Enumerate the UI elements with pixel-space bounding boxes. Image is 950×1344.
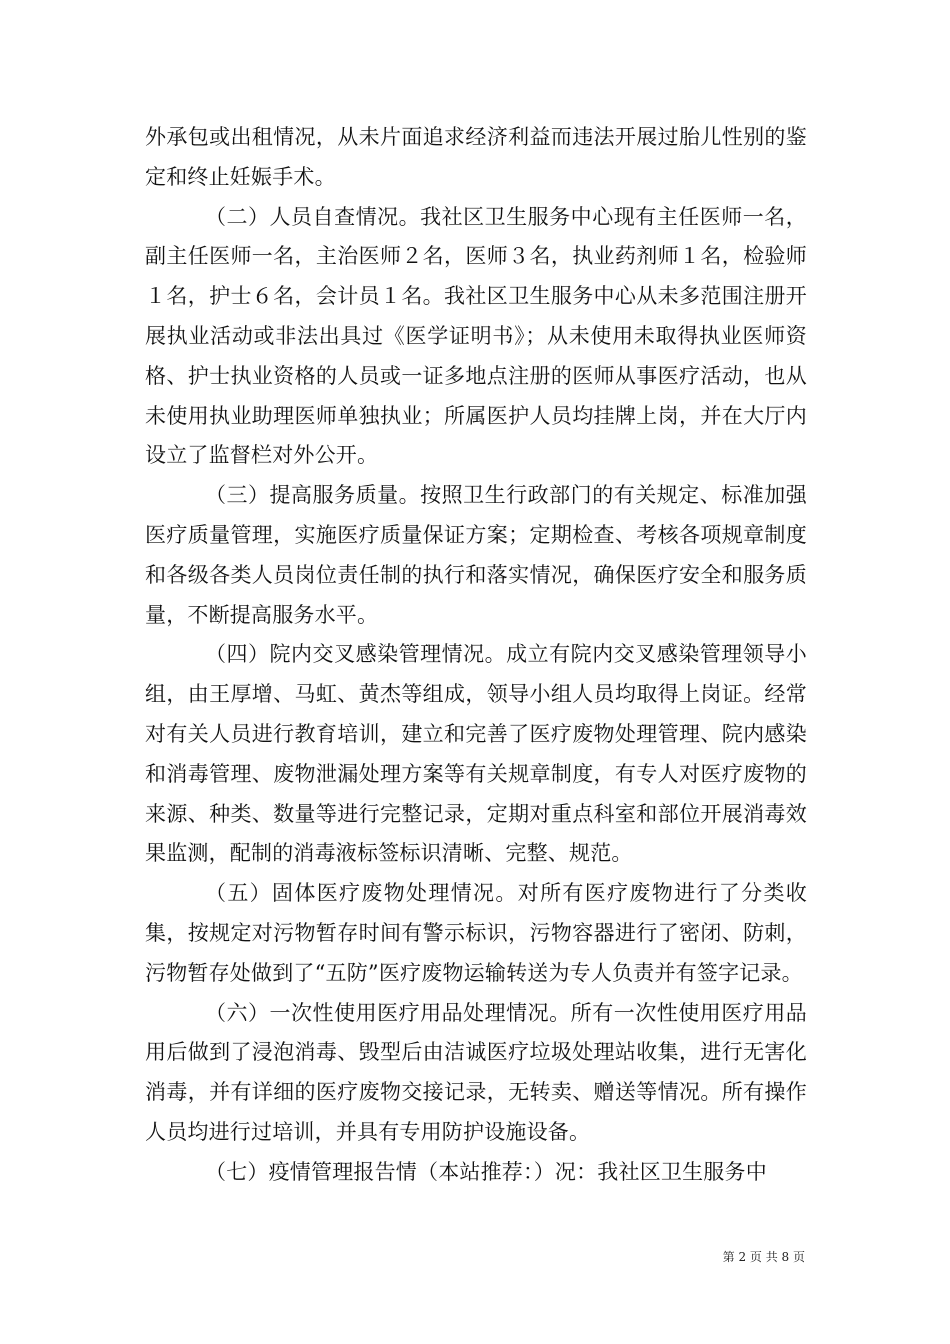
document-body xyxy=(145,118,807,1193)
paragraph-personnel-check: （二）人员自查情况。我社区卫生服务中心现有主任医师一名，副主任医师一名，主治医师２名，医师３名，执业药剂师１名，检验师１名，护士６名，会计员１名。我社区卫生服务中心从未多范围注册开展执业活动或非法出具过《医学证明书》；从未使用未取得执业医师资格、护士执业资格的人员或一证多地点注册的医师从事医疗活动，也从未使用执业助理医师单独执业；所属医护人员均挂牌上岗，并在大厅内设立了监督栏对外公开。 xyxy=(145,204,807,468)
paragraph-epidemic-report: （七）疫情管理报告情（本站推荐：）况：我社区卫生服务中 xyxy=(205,1159,767,1184)
paragraph-continuation: 外承包或出租情况，从未片面追求经济利益而违法开展过胎儿性别的鉴定和终止妊娠手术。 xyxy=(145,125,807,189)
paragraph-infection-control: （四）院内交叉感染管理情况。成立有院内交叉感染管理领导小组，由王厚增、马虹、黄杰等组成，领导小组人员均取得上岗证。经常对有关人员进行教育培训，建立和完善了医疗废物处理管理、院内感染和消毒管理、废物泄漏处理方案等有关规章制度，有专人对医疗废物的来源、种类、数量等进行完整记录，定期对重点科室和部位开展消毒效果监测，配制的消毒液标签标识清晰、完整、规范。 xyxy=(145,642,807,866)
paragraph-disposable-supplies: （六）一次性使用医疗用品处理情况。所有一次性使用医疗用品用后做到了浸泡消毒、毁型后由洁诚医疗垃圾处理站收集，进行无害化消毒，并有详细的医疗废物交接记录，无转卖、赠送等情况。所有操作人员均进行过培训，并具有专用防护设施设备。 xyxy=(145,1000,807,1144)
paragraph-service-quality: （三）提高服务质量。按照卫生行政部门的有关规定、标准加强医疗质量管理，实施医疗质量保证方案；定期检查、考核各项规章制度和各级各类人员岗位责任制的执行和落实情况，确保医疗安全和服务质量，不断提高服务水平。 xyxy=(145,483,807,627)
page-number: 第 2 页 共 8 页 xyxy=(722,1250,805,1264)
paragraph-solid-waste: （五）固体医疗废物处理情况。对所有医疗废物进行了分类收集，按规定对污物暂存时间有警示标识，污物容器进行了密闭、防刺，污物暂存处做到了“五防”医疗废物运输转送为专人负责并有签字记录。 xyxy=(145,881,807,985)
